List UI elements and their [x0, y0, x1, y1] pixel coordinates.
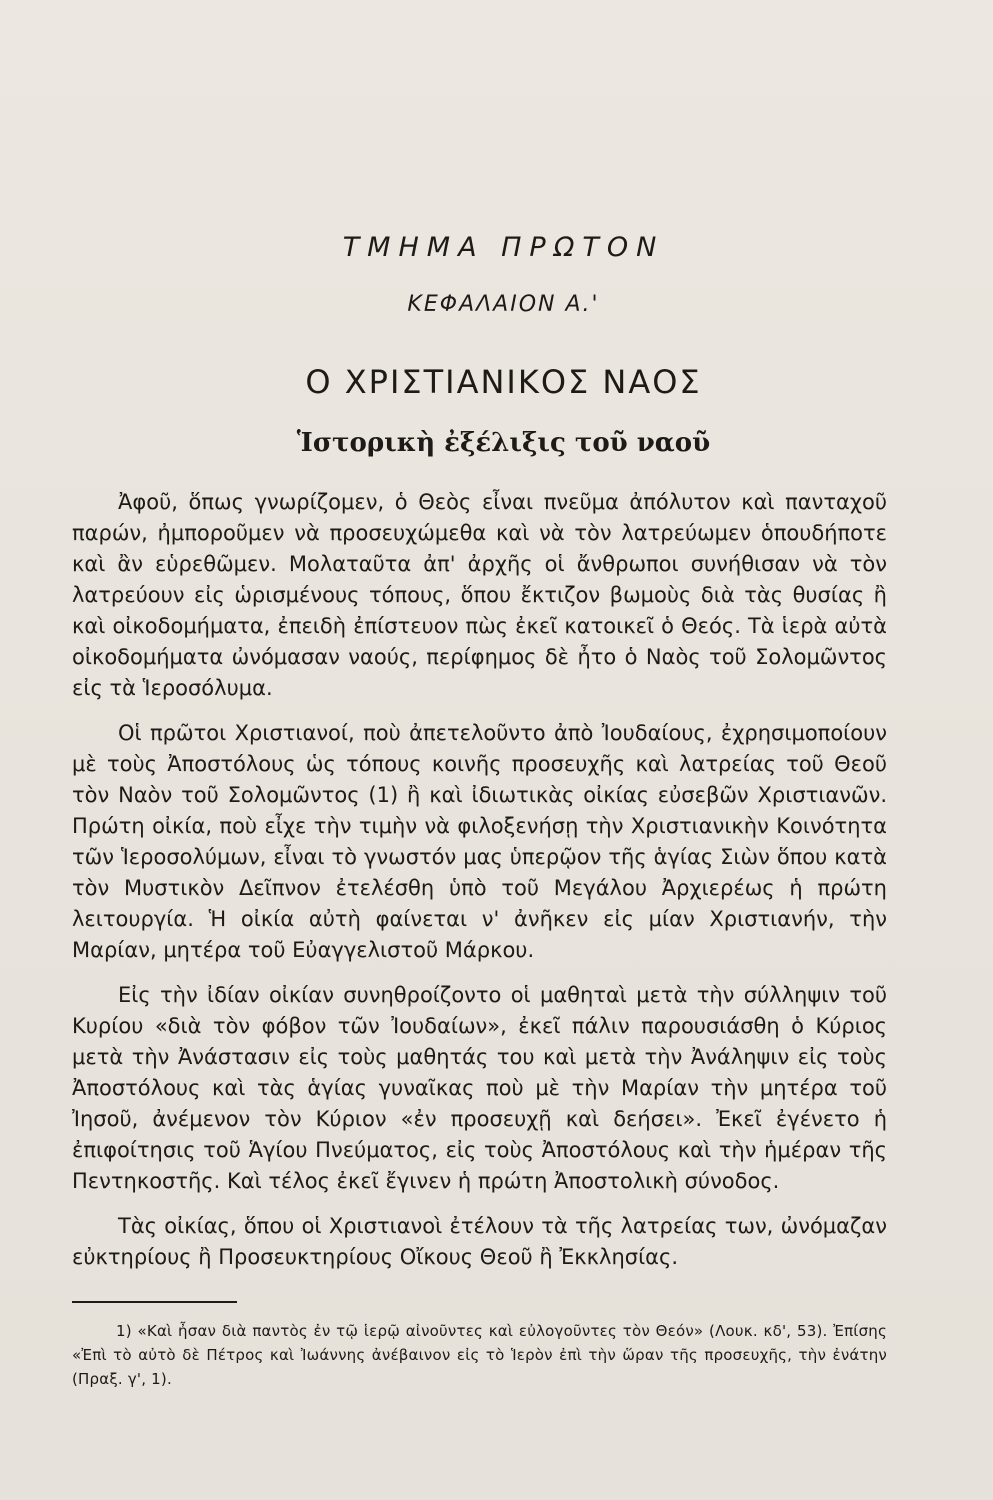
section-title: ΤΜΗΜΑ ΠΡΩΤΟΝ — [342, 232, 665, 263]
paragraph: Ἀφοῦ, ὅπως γνωρίζομεν, ὁ Θεὸς εἶναι πνεῦμα ἀπόλυτον καὶ πανταχοῦ παρών, ἠμποροῦμεν νὰ προσευχώμεθα καὶ νὰ τὸν λατρεύωμεν ὁπουδήποτε καὶ ἂν εὑρεθῶμεν. Μολαταῦτα ἀπ' ἀρχῆς οἱ ἄνθρωποι συνήθισαν νὰ τὸν λατρεύουν εἰς ὡρισμένους τόπους, ὅπου ἔκτιζον βωμοὺς διὰ τὰς θυσίας ἢ καὶ οἰκοδομήματα, ἐπειδὴ ἐπίστευον πὼς ἐκεῖ κατοικεῖ ὁ Θεός. Τὰ ἱερὰ αὐτὰ οἰκοδομήματα ὠνόμασαν ναούς, περίφημος δὲ ἦτο ὁ Ναὸς τοῦ Σολομῶντος εἰς τὰ Ἱεροσόλυμα. — [72, 490, 887, 700]
footnote: 1) «Καὶ ἦσαν διὰ παντὸς ἐν τῷ ἱερῷ αἰνοῦντες καὶ εὐλογοῦντες τὸν Θεόν» (Λουκ. κδ', 53). Ἐπίσης «Ἐπὶ τὸ αὐτὸ δὲ Πέτρος καὶ Ἰωάννης ἀνέβαινον εἰς τὸ Ἱερὸν ἐπὶ τὴν ὥραν τῆς προσευχῆς, τὴν ἐνάτην (Πραξ. γ', 1). — [72, 1322, 887, 1388]
paragraph: Εἰς τὴν ἰδίαν οἰκίαν συνηθροίζοντο οἱ μαθηταὶ μετὰ τὴν σύλληψιν τοῦ Κυρίου «διὰ τὸν φόβον τῶν Ἰουδαίων», ἐκεῖ πάλιν παρουσιάσθη ὁ Κύριος μετὰ τὴν Ἀνάστασιν εἰς τοὺς μαθητάς του καὶ μετὰ τὴν Ἀνάληψιν εἰς τοὺς Ἀποστόλους καὶ τὰς ἁγίας γυναῖκας ποὺ μὲ τὴν Μαρίαν τὴν μητέρα τοῦ Ἰησοῦ, ἀνέμενον τὸν Κύριον «ἐν προσευχῇ καὶ δεήσει». Ἐκεῖ ἐγένετο ἡ ἐπιφοίτησις τοῦ Ἁγίου Πνεύματος, εἰς τοὺς Ἀποστόλους καὶ τὴν ἡμέραν τῆς Πεντηκοστῆς. Καὶ τέλος ἐκεῖ ἔγινεν ἡ πρώτη Ἀποστολικὴ σύνοδος. — [72, 983, 887, 1193]
paragraph: Οἱ πρῶτοι Χριστιανοί, ποὺ ἀπετελοῦντο ἀπὸ Ἰουδαίους, ἐχρησιμοποίουν μὲ τοὺς Ἀποστόλους ὡς τόπους κοινῆς προσευχῆς καὶ λατρείας τοῦ Θεοῦ τὸν Ναὸν τοῦ Σολομῶντος (1) ἢ καὶ ἰδιωτικὰς οἰκίας εὐσεβῶν Χριστιανῶν. Πρώτη οἰκία, ποὺ εἶχε τὴν τιμὴν νὰ φιλοξενήσῃ τὴν Χριστιανικὴν Κοινότητα τῶν Ἱεροσολύμων, εἶναι τὸ γνωστόν μας ὑπερῷον τῆς ἁγίας Σιὼν ὅπου κατὰ τὸν Μυστικὸν Δεῖπνον ἐτελέσθη ὑπὸ τοῦ Μεγάλου Ἀρχιερέως ἡ πρώτη λειτουργία. Ἡ οἰκία αὐτὴ φαίνεται ν' ἀνῆκεν εἰς μίαν Χριστιανήν, τὴν Μαρίαν, μητέρα τοῦ Εὐαγγελιστοῦ Μάρκου. — [72, 721, 887, 962]
subtitle: Ἱστορικὴ ἐξέλιξις τοῦ ναοῦ — [296, 428, 711, 458]
main-title: Ο ΧΡΙΣΤΙΑΝΙΚΟΣ ΝΑΟΣ — [305, 363, 702, 401]
chapter-heading: ΚΕΦΑΛΑΙΟΝ Α.' — [407, 292, 600, 317]
footnote-divider — [72, 1301, 237, 1303]
paragraph: Τὰς οἰκίας, ὅπου οἱ Χριστιανοὶ ἐτέλουν τὰ τῆς λατρείας των, ὠνόμαζαν εὐκτηρίους ἢ Προσευκτηρίους Οἴκους Θεοῦ ἢ Ἐκκλησίας. — [72, 1214, 887, 1269]
body-text — [72, 487, 887, 1287]
